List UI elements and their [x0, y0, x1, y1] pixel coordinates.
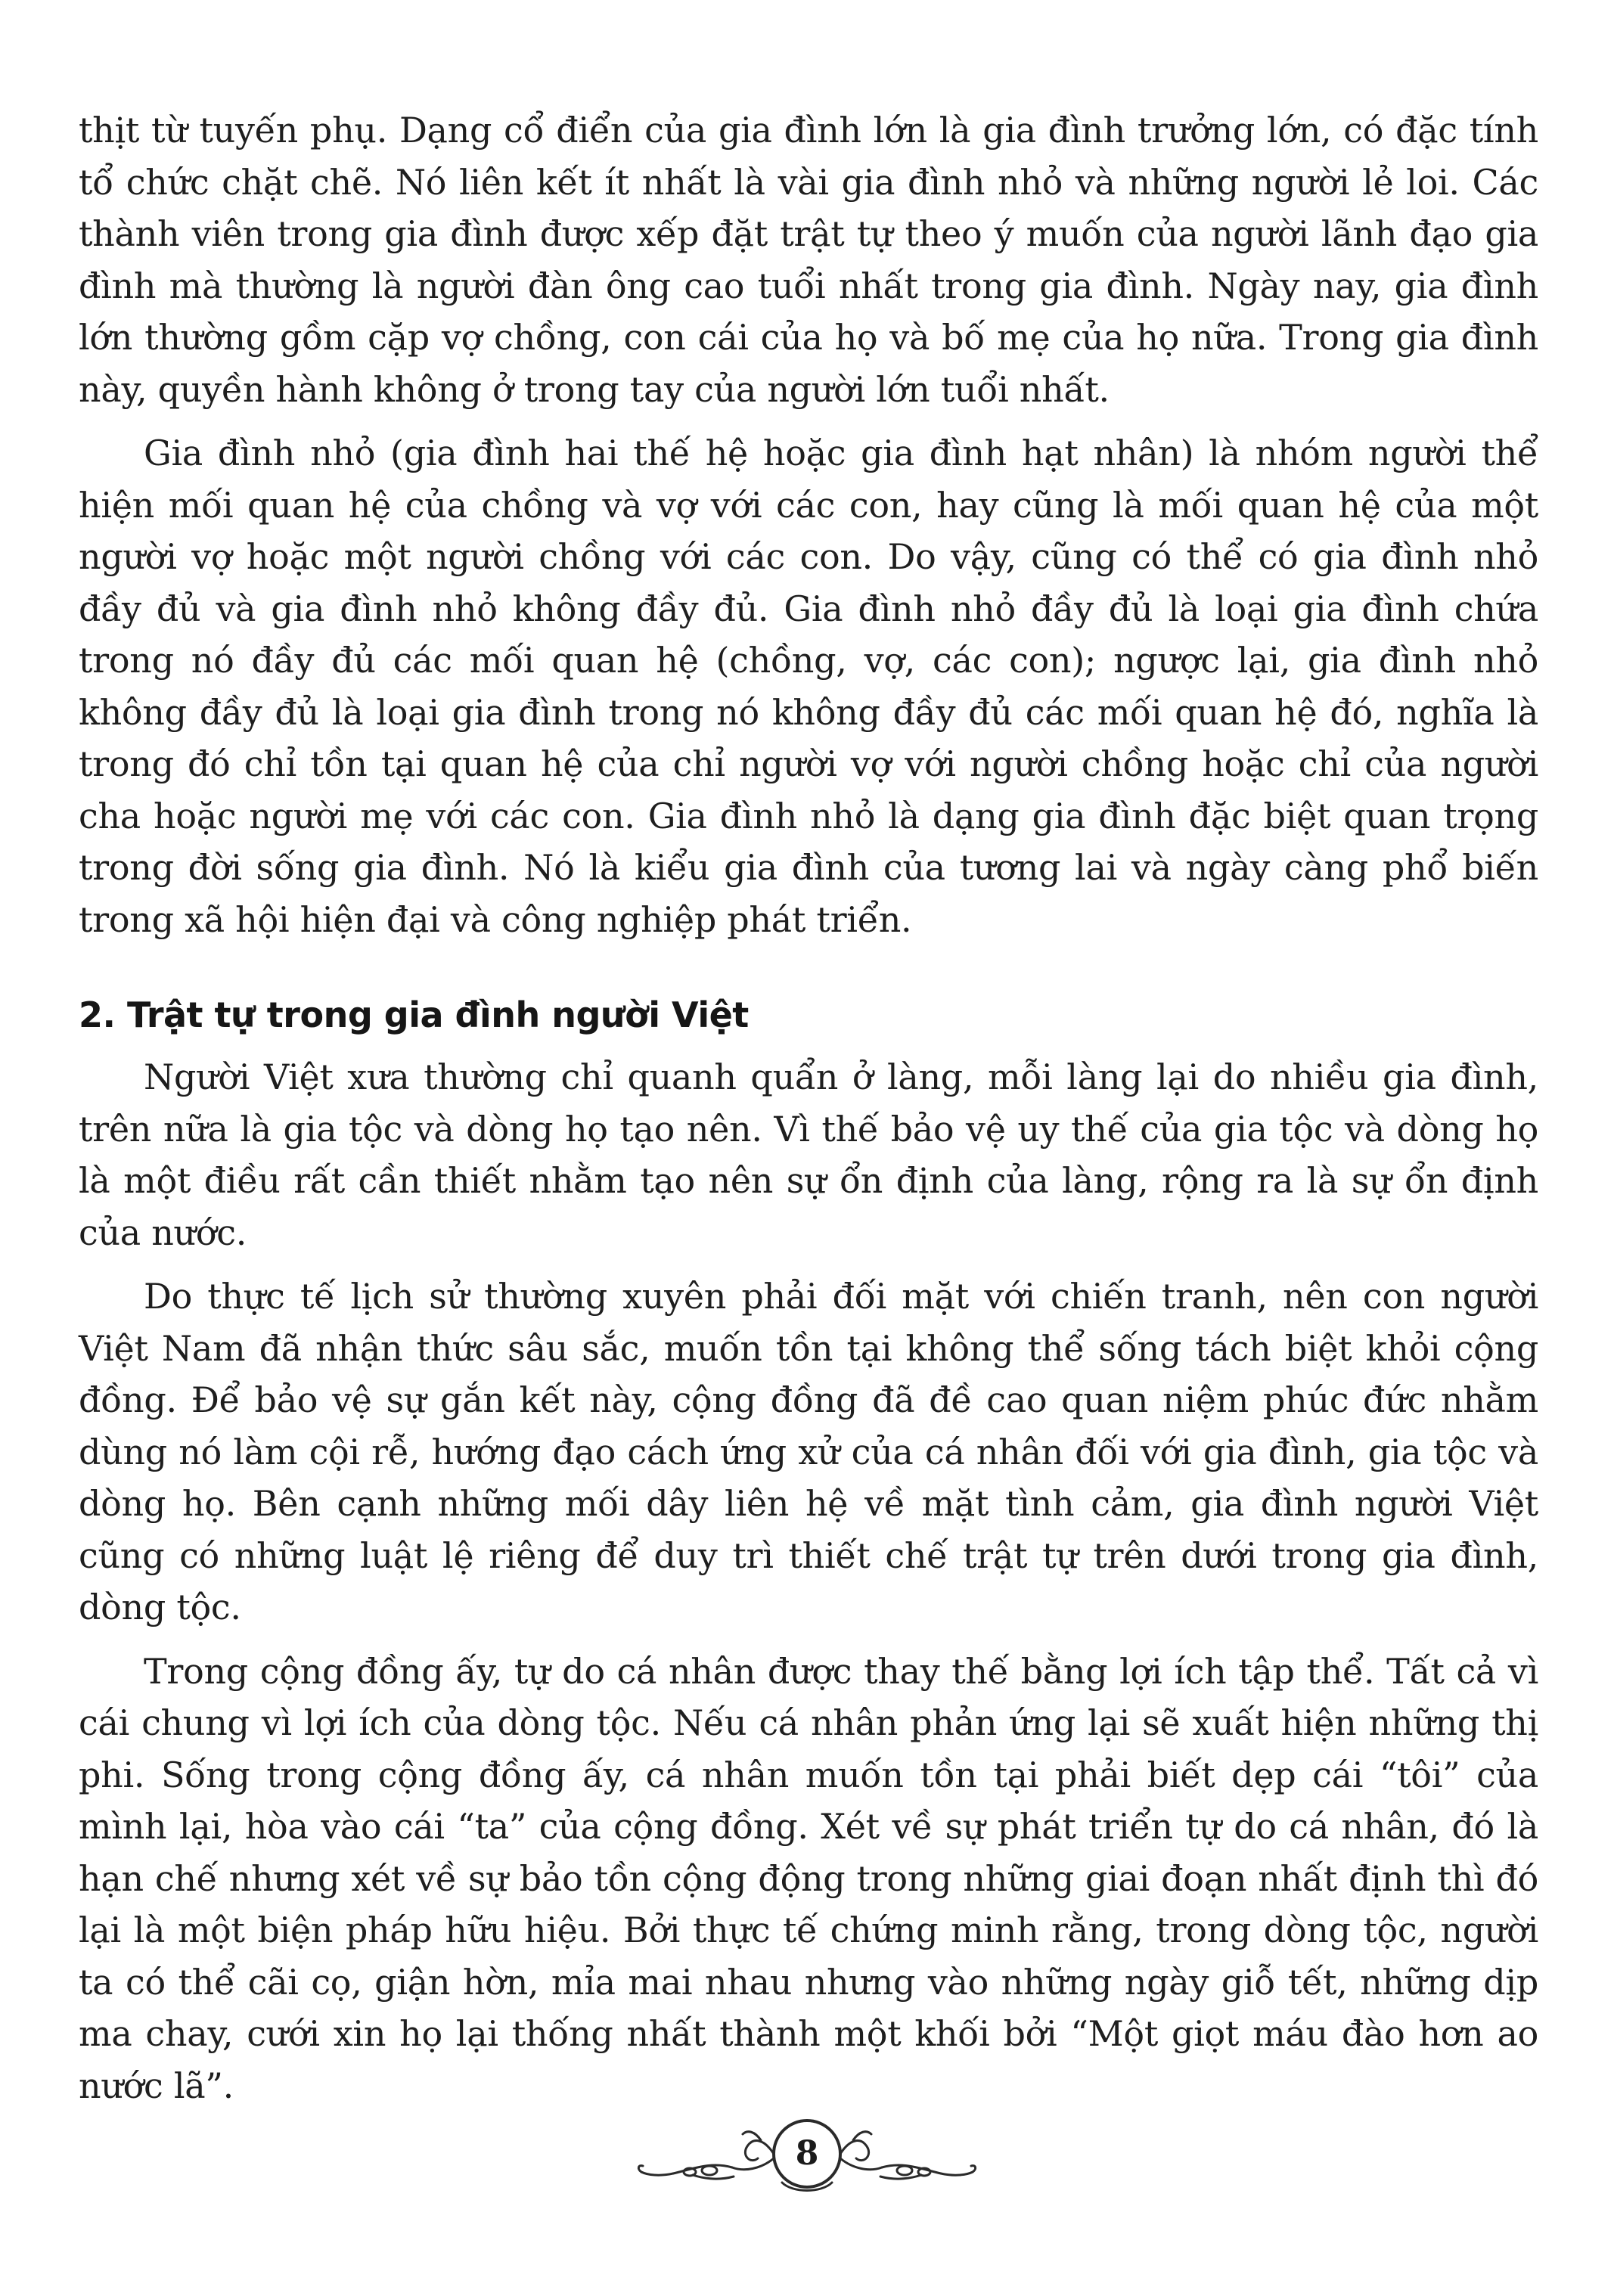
- page-number: 8: [795, 2134, 819, 2173]
- body-text: [79, 104, 1538, 2111]
- paragraph: Người Việt xưa thường chỉ quanh quẩn ở làng, mỗi làng lại do nhiều gia đình, trên nữa là gia tộc và dòng họ tạo nên. Vì thế bảo vệ uy thế của gia tộc và dòng họ là một điều rất cần thiết nhằm tạo nên sự ổn định của làng, rộng ra là sự ổn định của nước.: [79, 1056, 1538, 1253]
- page-footer: [620, 2093, 994, 2214]
- paragraph: Gia đình nhỏ (gia đình hai thế hệ hoặc gia đình hạt nhân) là nhóm người thể hiện mối quan hệ của chồng và vợ với các con, hay cũng là mối quan hệ của một người vợ hoặc một người chồng với các con. Do vậy, cũng có thể có gia đình nhỏ đầy đủ và gia đình nhỏ không đầy đủ. Gia đình nhỏ đầy đủ là loại gia đình chứa trong nó đầy đủ các mối quan hệ (chồng, vợ, các con); ngược lại, gia đình nhỏ không đầy đủ là loại gia đình trong nó không đầy đủ các mối quan hệ đó, nghĩa là trong đó chỉ tồn tại quan hệ của chỉ người vợ với người chồng hoặc chỉ của người cha hoặc người mẹ với các con. Gia đình nhỏ là dạng gia đình đặc biệt quan trọng trong đời sống gia đình. Nó là kiểu gia đình của tương lai và ngày càng phổ biến trong xã hội hiện đại và công nghiệp phát triển.: [79, 433, 1538, 940]
- paragraph: Trong cộng đồng ấy, tự do cá nhân được thay thế bằng lợi ích tập thể. Tất cả vì cái chung vì lợi ích của dòng tộc. Nếu cá nhân phản ứng lại sẽ xuất hiện những thị phi. Sống trong cộng đồng ấy, cá nhân muốn tồn tại phải biết dẹp cái “tôi” của mình lại, hòa vào cái “ta” của cộng đồng. Xét về sự phát triển tự do cá nhân, đó là hạn chế nhưng xét về sự bảo tồn cộng động trong những giai đoạn nhất định thì đó lại là một biện pháp hữu hiệu. Bởi thực tế chứng minh rằng, trong dòng tộc, người ta có thể cãi cọ, giận hờn, mỉa mai nhau nhưng vào những ngày giỗ tết, những dịp ma chay, cưới xin họ lại thống nhất thành một khối bởi “Một giọt máu đào hơn ao nước lã”.: [79, 1650, 1538, 2106]
- paragraph: Do thực tế lịch sử thường xuyên phải đối mặt với chiến tranh, nên con người Việt Nam đã nhận thức sâu sắc, muốn tồn tại không thể sống tách biệt khỏi cộng đồng. Để bảo vệ sự gắn kết này, cộng đồng đã đề cao quan niệm phúc đức nhằm dùng nó làm cội rễ, hướng đạo cách ứng xử của cá nhân đối với gia đình, gia tộc và dòng họ. Bên cạnh những mối dây liên hệ về mặt tình cảm, gia đình người Việt cũng có những luật lệ riêng để duy trì thiết chế trật tự trên dưới trong gia đình, dòng tộc.: [79, 1276, 1538, 1627]
- section-heading: 2. Trật tự trong gia đình người Việt: [79, 994, 749, 1035]
- paragraph-continued: thịt từ tuyến phụ. Dạng cổ điển của gia đình lớn là gia đình trưởng lớn, có đặc tính tổ chức chặt chẽ. Nó liên kết ít nhất là vài gia đình nhỏ và những người lẻ loi. Các thành viên trong gia đình được xếp đặt trật tự theo ý muốn của người lãnh đạo gia đình mà thường là người đàn ông cao tuổi nhất trong gia đình. Ngày nay, gia đình lớn thường gồm cặp vợ chồng, con cái của họ và bố mẹ của họ nữa. Trong gia đình này, quyền hành không ở trong tay của người lớn tuổi nhất.: [79, 110, 1538, 410]
